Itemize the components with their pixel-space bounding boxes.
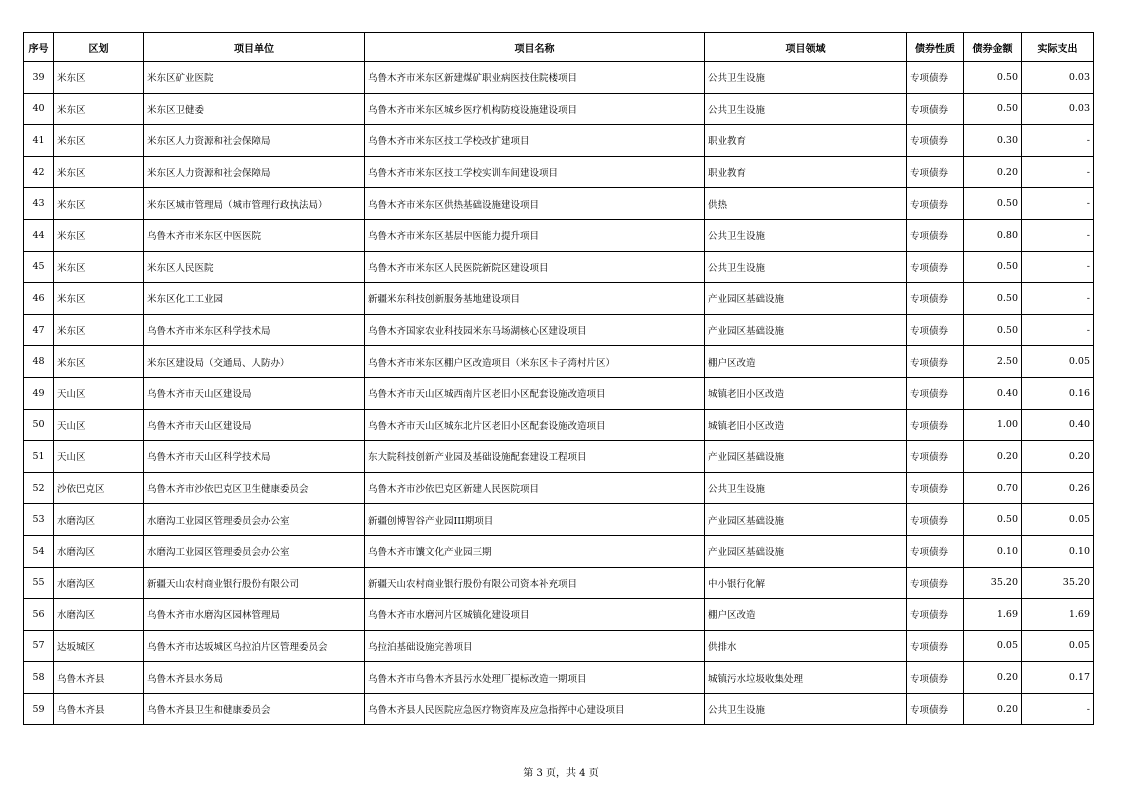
row-bond-amount: 0.50 bbox=[964, 62, 1022, 94]
col-header-actual-spend: 实际支出 bbox=[1022, 33, 1094, 62]
row-unit: 乌鲁木齐市米东区科学技术局 bbox=[144, 314, 365, 346]
row-index: 59 bbox=[24, 693, 54, 725]
row-bond-type: 专项债券 bbox=[907, 472, 964, 504]
table-body bbox=[24, 62, 1094, 725]
row-actual-spend: 35.20 bbox=[1022, 567, 1094, 599]
row-bond-amount: 35.20 bbox=[964, 567, 1022, 599]
row-bond-amount: 0.50 bbox=[964, 504, 1022, 536]
row-field: 产业园区基础设施 bbox=[705, 535, 907, 567]
table-row bbox=[24, 314, 1094, 346]
row-index: 54 bbox=[24, 535, 54, 567]
row-project-name: 乌拉泊基础设施完善项目 bbox=[365, 630, 705, 662]
row-index: 43 bbox=[24, 188, 54, 220]
row-unit: 乌鲁木齐市米东区中医医院 bbox=[144, 219, 365, 251]
row-district: 米东区 bbox=[54, 93, 144, 125]
row-actual-spend: 0.03 bbox=[1022, 93, 1094, 125]
row-index: 42 bbox=[24, 156, 54, 188]
row-field: 棚户区改造 bbox=[705, 599, 907, 631]
row-district: 乌鲁木齐县 bbox=[54, 662, 144, 694]
table-row bbox=[24, 662, 1094, 694]
row-field: 公共卫生设施 bbox=[705, 251, 907, 283]
table-row bbox=[24, 93, 1094, 125]
table-row bbox=[24, 441, 1094, 473]
row-index: 41 bbox=[24, 125, 54, 157]
row-project-name: 乌鲁木齐国家农业科技园米东马场湖核心区建设项目 bbox=[365, 314, 705, 346]
row-bond-type: 专项债券 bbox=[907, 599, 964, 631]
row-actual-spend: 0.05 bbox=[1022, 346, 1094, 378]
row-district: 米东区 bbox=[54, 346, 144, 378]
col-header-bond-type: 债券性质 bbox=[907, 33, 964, 62]
row-index: 39 bbox=[24, 62, 54, 94]
row-actual-spend: - bbox=[1022, 283, 1094, 315]
row-project-name: 乌鲁木齐市米东区技工学校实训车间建设项目 bbox=[365, 156, 705, 188]
row-district: 乌鲁木齐县 bbox=[54, 693, 144, 725]
row-unit: 乌鲁木齐市天山区建设局 bbox=[144, 377, 365, 409]
row-district: 天山区 bbox=[54, 409, 144, 441]
row-bond-type: 专项债券 bbox=[907, 251, 964, 283]
row-bond-amount: 2.50 bbox=[964, 346, 1022, 378]
row-field: 公共卫生设施 bbox=[705, 472, 907, 504]
row-actual-spend: 0.16 bbox=[1022, 377, 1094, 409]
row-actual-spend: 0.03 bbox=[1022, 62, 1094, 94]
row-field: 供排水 bbox=[705, 630, 907, 662]
row-actual-spend: 0.05 bbox=[1022, 630, 1094, 662]
row-bond-type: 专项债券 bbox=[907, 377, 964, 409]
row-field: 城镇老旧小区改造 bbox=[705, 377, 907, 409]
row-bond-type: 专项债券 bbox=[907, 62, 964, 94]
table-row bbox=[24, 283, 1094, 315]
row-bond-amount: 0.50 bbox=[964, 188, 1022, 220]
row-actual-spend: 0.05 bbox=[1022, 504, 1094, 536]
table-header-row bbox=[24, 33, 1094, 62]
row-bond-amount: 0.20 bbox=[964, 156, 1022, 188]
row-field: 职业教育 bbox=[705, 125, 907, 157]
row-field: 产业园区基础设施 bbox=[705, 314, 907, 346]
row-index: 58 bbox=[24, 662, 54, 694]
row-bond-type: 专项债券 bbox=[907, 219, 964, 251]
table-row bbox=[24, 125, 1094, 157]
row-project-name: 新疆创博智谷产业园III期项目 bbox=[365, 504, 705, 536]
row-project-name: 乌鲁木齐市米东区人民医院新院区建设项目 bbox=[365, 251, 705, 283]
row-bond-amount: 0.50 bbox=[964, 314, 1022, 346]
row-index: 44 bbox=[24, 219, 54, 251]
row-actual-spend: - bbox=[1022, 251, 1094, 283]
row-unit: 米东区卫健委 bbox=[144, 93, 365, 125]
row-unit: 乌鲁木齐县卫生和健康委员会 bbox=[144, 693, 365, 725]
table-row bbox=[24, 409, 1094, 441]
row-bond-type: 专项债券 bbox=[907, 125, 964, 157]
row-bond-amount: 0.50 bbox=[964, 93, 1022, 125]
row-unit: 水磨沟工业园区管理委员会办公室 bbox=[144, 535, 365, 567]
row-district: 水磨沟区 bbox=[54, 599, 144, 631]
row-index: 57 bbox=[24, 630, 54, 662]
row-field: 城镇污水垃圾收集处理 bbox=[705, 662, 907, 694]
row-unit: 乌鲁木齐县水务局 bbox=[144, 662, 365, 694]
row-district: 沙依巴克区 bbox=[54, 472, 144, 504]
row-unit: 水磨沟工业园区管理委员会办公室 bbox=[144, 504, 365, 536]
row-project-name: 乌鲁木齐市米东区基层中医能力提升项目 bbox=[365, 219, 705, 251]
row-bond-type: 专项债券 bbox=[907, 630, 964, 662]
row-bond-amount: 0.05 bbox=[964, 630, 1022, 662]
row-project-name: 东大院科技创新产业园及基础设施配套建设工程项目 bbox=[365, 441, 705, 473]
row-district: 米东区 bbox=[54, 188, 144, 220]
row-bond-amount: 1.69 bbox=[964, 599, 1022, 631]
row-field: 产业园区基础设施 bbox=[705, 283, 907, 315]
row-district: 水磨沟区 bbox=[54, 567, 144, 599]
row-field: 公共卫生设施 bbox=[705, 62, 907, 94]
row-unit: 米东区城市管理局（城市管理行政执法局） bbox=[144, 188, 365, 220]
row-unit: 乌鲁木齐市天山区建设局 bbox=[144, 409, 365, 441]
col-header-bond-amount: 债券金额 bbox=[964, 33, 1022, 62]
table-row bbox=[24, 188, 1094, 220]
col-header-index: 序号 bbox=[24, 33, 54, 62]
row-field: 职业教育 bbox=[705, 156, 907, 188]
row-bond-amount: 0.50 bbox=[964, 283, 1022, 315]
row-index: 53 bbox=[24, 504, 54, 536]
row-project-name: 乌鲁木齐市米东区城乡医疗机构防疫设施建设项目 bbox=[365, 93, 705, 125]
row-unit: 乌鲁木齐市达坂城区乌拉泊片区管理委员会 bbox=[144, 630, 365, 662]
col-header-district: 区划 bbox=[54, 33, 144, 62]
row-index: 56 bbox=[24, 599, 54, 631]
row-actual-spend: - bbox=[1022, 188, 1094, 220]
row-project-name: 乌鲁木齐市米东区技工学校改扩建项目 bbox=[365, 125, 705, 157]
row-project-name: 乌鲁木齐市米东区供热基础设施建设项目 bbox=[365, 188, 705, 220]
col-header-field: 项目领域 bbox=[705, 33, 907, 62]
row-field: 公共卫生设施 bbox=[705, 219, 907, 251]
row-district: 天山区 bbox=[54, 441, 144, 473]
row-project-name: 新疆天山农村商业银行股份有限公司资本补充项目 bbox=[365, 567, 705, 599]
row-bond-type: 专项债券 bbox=[907, 409, 964, 441]
row-index: 49 bbox=[24, 377, 54, 409]
row-bond-amount: 0.20 bbox=[964, 662, 1022, 694]
row-field: 公共卫生设施 bbox=[705, 693, 907, 725]
row-district: 米东区 bbox=[54, 251, 144, 283]
row-project-name: 乌鲁木齐县人民医院应急医疗物资库及应急指挥中心建设项目 bbox=[365, 693, 705, 725]
row-actual-spend: - bbox=[1022, 156, 1094, 188]
row-bond-type: 专项债券 bbox=[907, 346, 964, 378]
row-district: 米东区 bbox=[54, 283, 144, 315]
row-actual-spend: 0.26 bbox=[1022, 472, 1094, 504]
row-index: 45 bbox=[24, 251, 54, 283]
row-district: 水磨沟区 bbox=[54, 535, 144, 567]
row-bond-type: 专项债券 bbox=[907, 693, 964, 725]
row-bond-type: 专项债券 bbox=[907, 188, 964, 220]
col-header-unit: 项目单位 bbox=[144, 33, 365, 62]
row-bond-amount: 0.20 bbox=[964, 693, 1022, 725]
row-unit: 米东区建设局（交通局、人防办） bbox=[144, 346, 365, 378]
row-bond-type: 专项债券 bbox=[907, 314, 964, 346]
row-unit: 米东区人力资源和社会保障局 bbox=[144, 125, 365, 157]
row-actual-spend: - bbox=[1022, 125, 1094, 157]
table-row bbox=[24, 567, 1094, 599]
row-index: 47 bbox=[24, 314, 54, 346]
row-district: 米东区 bbox=[54, 156, 144, 188]
table-row bbox=[24, 693, 1094, 725]
row-field: 公共卫生设施 bbox=[705, 93, 907, 125]
row-bond-amount: 1.00 bbox=[964, 409, 1022, 441]
row-project-name: 新疆米东科技创新服务基地建设项目 bbox=[365, 283, 705, 315]
row-district: 米东区 bbox=[54, 219, 144, 251]
row-unit: 米东区矿业医院 bbox=[144, 62, 365, 94]
table-row bbox=[24, 377, 1094, 409]
row-bond-type: 专项债券 bbox=[907, 93, 964, 125]
row-bond-amount: 0.70 bbox=[964, 472, 1022, 504]
row-bond-amount: 0.50 bbox=[964, 251, 1022, 283]
row-index: 50 bbox=[24, 409, 54, 441]
row-bond-type: 专项债券 bbox=[907, 662, 964, 694]
table-row bbox=[24, 156, 1094, 188]
bond-projects-table bbox=[23, 32, 1094, 725]
row-bond-amount: 0.40 bbox=[964, 377, 1022, 409]
row-district: 达坂城区 bbox=[54, 630, 144, 662]
row-bond-type: 专项债券 bbox=[907, 535, 964, 567]
table-row bbox=[24, 599, 1094, 631]
row-unit: 米东区人力资源和社会保障局 bbox=[144, 156, 365, 188]
row-field: 棚户区改造 bbox=[705, 346, 907, 378]
row-unit: 乌鲁木齐市沙依巴克区卫生健康委员会 bbox=[144, 472, 365, 504]
row-field: 产业园区基础设施 bbox=[705, 504, 907, 536]
col-header-project: 项目名称 bbox=[365, 33, 705, 62]
row-project-name: 乌鲁木齐市米东区棚户区改造项目（米东区卡子湾村片区） bbox=[365, 346, 705, 378]
row-field: 供热 bbox=[705, 188, 907, 220]
row-field: 中小银行化解 bbox=[705, 567, 907, 599]
row-actual-spend: - bbox=[1022, 219, 1094, 251]
table-row bbox=[24, 472, 1094, 504]
row-project-name: 乌鲁木齐市水磨河片区城镇化建设项目 bbox=[365, 599, 705, 631]
table-row bbox=[24, 504, 1094, 536]
row-actual-spend: - bbox=[1022, 314, 1094, 346]
row-bond-type: 专项债券 bbox=[907, 283, 964, 315]
table-row bbox=[24, 219, 1094, 251]
row-unit: 乌鲁木齐市水磨沟区园林管理局 bbox=[144, 599, 365, 631]
row-index: 55 bbox=[24, 567, 54, 599]
row-field: 城镇老旧小区改造 bbox=[705, 409, 907, 441]
row-project-name: 乌鲁木齐市馕文化产业园三期 bbox=[365, 535, 705, 567]
row-bond-type: 专项债券 bbox=[907, 441, 964, 473]
row-index: 48 bbox=[24, 346, 54, 378]
row-unit: 乌鲁木齐市天山区科学技术局 bbox=[144, 441, 365, 473]
row-district: 天山区 bbox=[54, 377, 144, 409]
row-district: 米东区 bbox=[54, 125, 144, 157]
row-bond-amount: 0.10 bbox=[964, 535, 1022, 567]
row-index: 46 bbox=[24, 283, 54, 315]
table-row bbox=[24, 346, 1094, 378]
row-actual-spend: 0.40 bbox=[1022, 409, 1094, 441]
row-actual-spend: - bbox=[1022, 693, 1094, 725]
row-index: 51 bbox=[24, 441, 54, 473]
row-actual-spend: 0.10 bbox=[1022, 535, 1094, 567]
row-district: 米东区 bbox=[54, 62, 144, 94]
row-unit: 米东区化工工业园 bbox=[144, 283, 365, 315]
table-row bbox=[24, 535, 1094, 567]
row-actual-spend: 1.69 bbox=[1022, 599, 1094, 631]
row-district: 米东区 bbox=[54, 314, 144, 346]
row-bond-type: 专项债券 bbox=[907, 504, 964, 536]
row-district: 水磨沟区 bbox=[54, 504, 144, 536]
row-bond-type: 专项债券 bbox=[907, 567, 964, 599]
row-index: 40 bbox=[24, 93, 54, 125]
row-bond-type: 专项债券 bbox=[907, 156, 964, 188]
table-row bbox=[24, 62, 1094, 94]
row-project-name: 乌鲁木齐市沙依巴克区新建人民医院项目 bbox=[365, 472, 705, 504]
row-index: 52 bbox=[24, 472, 54, 504]
row-field: 产业园区基础设施 bbox=[705, 441, 907, 473]
row-unit: 新疆天山农村商业银行股份有限公司 bbox=[144, 567, 365, 599]
row-project-name: 乌鲁木齐市天山区城东北片区老旧小区配套设施改造项目 bbox=[365, 409, 705, 441]
row-bond-amount: 0.80 bbox=[964, 219, 1022, 251]
row-project-name: 乌鲁木齐市天山区城西南片区老旧小区配套设施改造项目 bbox=[365, 377, 705, 409]
row-bond-amount: 0.30 bbox=[964, 125, 1022, 157]
row-bond-amount: 0.20 bbox=[964, 441, 1022, 473]
table-row bbox=[24, 251, 1094, 283]
row-project-name: 乌鲁木齐市米东区新建煤矿职业病医技住院楼项目 bbox=[365, 62, 705, 94]
page-footer: 第 3 页，共 4 页 bbox=[523, 768, 599, 779]
row-actual-spend: 0.17 bbox=[1022, 662, 1094, 694]
row-unit: 米东区人民医院 bbox=[144, 251, 365, 283]
table-row bbox=[24, 630, 1094, 662]
row-project-name: 乌鲁木齐市乌鲁木齐县污水处理厂提标改造一期项目 bbox=[365, 662, 705, 694]
row-actual-spend: 0.20 bbox=[1022, 441, 1094, 473]
